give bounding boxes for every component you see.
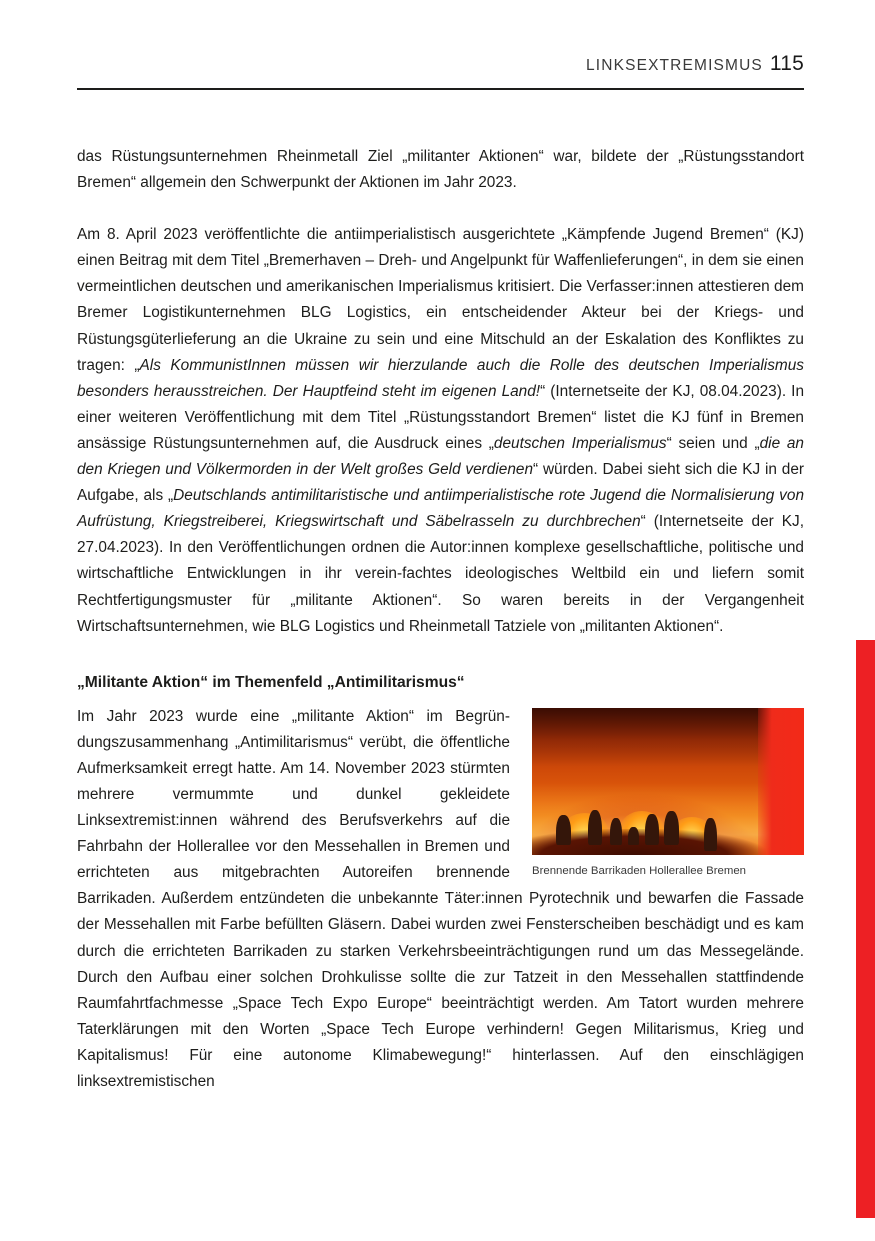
quotation-kj-3: die an den Kriegen und Völkermorden in der Welt großes Geld verdienen — [77, 434, 804, 479]
photo-red-light-band — [758, 708, 804, 855]
page-content — [77, 144, 804, 1095]
photo-burning-barricades — [532, 708, 804, 855]
person-silhouette — [588, 810, 602, 845]
quote-mark-open: „ — [754, 434, 760, 452]
figure-burning-barricades — [532, 708, 804, 879]
quote-mark-close: “ — [540, 382, 546, 400]
quote-mark-close: “ — [533, 461, 539, 479]
text-run: Am 8. April 2023 veröffentlichte die antiimperialistisch ausgerichtete „Kämpfende Jugend Bremen“ (KJ) einen Beitrag mit dem Titel „Bremerhaven – Dreh- und Angelpunkt für Waffenlieferungen“, in dem sie einen vermeintlichen deutschen und amerikanischen Imperialismus kritisiert. Die Verfasser:innen attestieren dem Bremer Logistikunternehmen BLG Logistics, ein entscheidender Akteur bei der Kriegs- und Rüstungsgüterlieferung an die Ukraine zu sein und eine Mitschuld an der Eskalation des Konfliktes zu tragen: — [77, 226, 804, 374]
spacer — [77, 695, 804, 704]
paragraph-militante-aktion: Im Jahr 2023 wurde eine „militante Aktion“ im Begrün-dungszusammenhang „Antimilitarismus“ verübt, die öffentliche Aufmerksamkeit erregt hatte. Am 14. November 2023 stürmten mehrere vermummte und dunkel gekleidete Linksextremist:innen während des Berufsverkehrs auf die Fahrbahn der Hollerallee vor den Messehallen in Bremen und errichteten aus mitgebrachten Autoreifen brennende Barrikaden. Außerdem entzündeten die unbekannte Täter:innen Pyrotechnik und bewarfen die Fassade der Messehallen mit Farbe befüllten Gläsern. Dabei wurden zwei Fensterscheiben beschädigt und es kam durch die errichteten Barrikaden zu starken Verkehrsbeeinträchtigungen rund um das Messegelände. Durch den Aufbau einer solchen Drohkulisse sollte die zur Tatzeit in den Messehallen stattfindende Raumfahrtfachmesse „Space Tech Expo Europe“ beeinträchtigt werden. Am Tatort wurden mehrere Taterklärungen mit den Worten „Space Tech Europe verhindern! Gegen Militarismus, Krieg und Kapitalismus! Für eine autonome Klimabewegung!“ hinterlassen. Auf den einschlägigen linksextremistischen — [77, 707, 804, 1090]
quote-mark-open: „ — [168, 487, 174, 505]
chapter-color-tab — [856, 640, 875, 1218]
text-run: (Internetseite der KJ, 27.04.2023). In den Veröffentlichungen ordnen die Autor:innen komplexe gesellschaftliche, politische und wirtschaftliche Entwicklungen in ihr verein-fachtes ideologisches Weltbild ein und liefern somit Rechtfertigungsmuster für „militante Aktionen“. So waren bereits in der Vergangenheit Wirtschaftsunternehmen, wie BLG Logistics und Rheinmetall Tatziele von „militanten Aktionen“. — [77, 513, 804, 635]
quote-mark-close: “ — [666, 434, 672, 452]
text-run: seien und — [671, 434, 755, 452]
running-head — [77, 52, 804, 76]
text-run: (Internetseite der KJ, 08.04.2023). In einer weiteren Veröffentlichung mit dem Titel „Rüstungsstandort Bremen“ listet die KJ fünf in Bremen ansässige Rüstungsunternehmen auf, die Ausdruck eines — [77, 382, 805, 452]
quote-mark-open: „ — [134, 356, 140, 374]
person-silhouette — [664, 811, 679, 845]
person-silhouette — [704, 818, 717, 851]
paragraph-continuation: das Rüstungsunternehmen Rheinmetall Ziel „militanter Aktionen“ war, bildete der „Rüstungsstandort Bremen“ allgemein den Schwerpunkt der Aktionen im Jahr 2023. — [77, 148, 804, 192]
text-run: würden. Dabei sieht sich die KJ in der Aufgabe, als — [77, 461, 804, 505]
figure-caption: Brennende Barrikaden Hollerallee Bremen — [532, 864, 747, 877]
section-subheading: „Militante Aktion“ im Themenfeld „Antimilitarismus“ — [77, 673, 465, 691]
header-rule — [77, 88, 804, 90]
spacer — [77, 640, 804, 671]
quotation-kj-2: deutschen Imperialismus — [493, 434, 667, 452]
person-silhouette — [556, 815, 571, 845]
quotation-kj-1: Als KommunistInnen müssen wir hierzulande auch die Rolle des deutschen Imperialismus besonders herausstreichen. Der Hauptfeind steht im eigenen Land! — [77, 356, 804, 400]
person-silhouette — [645, 814, 659, 845]
quotation-kj-4: Deutschlands antimilitaristische und antiimperialistische rote Jugend die Normalisierung von Aufrüstung, Kriegstreiberei, Kriegswirtschaft und Säbelrasseln zu durchbrechen — [77, 487, 804, 531]
quote-mark-close: “ — [640, 513, 646, 531]
person-silhouette — [610, 818, 622, 845]
page-number: 115 — [769, 52, 804, 75]
quote-mark-open: „ — [488, 434, 494, 452]
person-silhouette — [628, 827, 639, 845]
running-head-chapter-title: LINKSEXTREMISMUS — [586, 57, 763, 74]
paragraph-kj-publications — [77, 222, 804, 640]
